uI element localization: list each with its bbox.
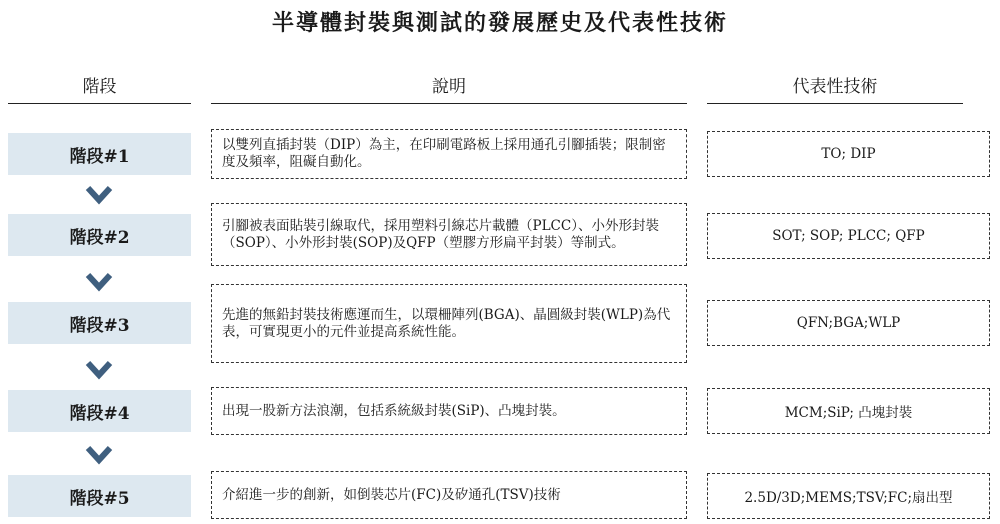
description-text: 以雙列直插封裝（DIP）為主，在印刷電路板上採用通孔引腳插裝；限制密度及頻率，阻礙自動化。	[222, 137, 666, 170]
stage-box: 階段#3	[8, 302, 191, 344]
description-text: 介紹進一步的創新，如倒裝芯片(FC)及矽通孔(TSV)技術	[222, 486, 561, 503]
chevron-down-icon	[84, 183, 114, 207]
stage-box: 階段#1	[8, 133, 191, 175]
description-text: 引腳被表面貼裝引線取代，採用塑料引線芯片載體（PLCC）、小外形封裝（SOP）、小外形封裝(SOP)及QFP（塑膠方形扁平封裝）等制式。	[222, 217, 659, 251]
description-text: 出現一股新方法浪潮，包括系統級封裝(SiP)、凸塊封裝。	[222, 402, 566, 419]
chevron-down-icon	[84, 270, 114, 294]
description-box	[211, 129, 687, 179]
stage-box: 階段#5	[8, 475, 191, 517]
column-header-technology: 代表性技術	[792, 77, 878, 97]
description-box	[211, 387, 687, 435]
description-box	[211, 203, 687, 266]
stage-box: 階段#2	[8, 214, 191, 256]
stage-box: 階段#4	[8, 390, 191, 432]
technology-box: 2.5D/3D;MEMS;TSV;FC;扇出型	[707, 473, 990, 519]
technology-box: SOT; SOP; PLCC; QFP	[707, 213, 990, 259]
column-header-stage: 階段	[82, 77, 117, 97]
description-text: 先進的無鉛封裝技術應運而生，以環柵陣列(BGA)、晶圓級封裝(WLP)為代表，可實現更小的元件並提高系統性能。	[222, 306, 671, 340]
column-header-description: 說明	[432, 77, 466, 97]
header-rule-description	[211, 103, 687, 104]
description-box	[211, 471, 687, 519]
page-title: 半導體封裝與測試的發展歷史及代表性技術	[271, 11, 728, 36]
chevron-down-icon	[84, 358, 114, 382]
technology-box: QFN;BGA;WLP	[707, 300, 990, 346]
technology-box: MCM;SiP; 凸塊封裝	[707, 388, 990, 434]
description-box	[211, 284, 687, 363]
header-rule-technology	[707, 103, 963, 104]
chevron-down-icon	[84, 443, 114, 467]
header-rule-stage	[8, 103, 191, 104]
technology-box: TO; DIP	[707, 131, 990, 177]
